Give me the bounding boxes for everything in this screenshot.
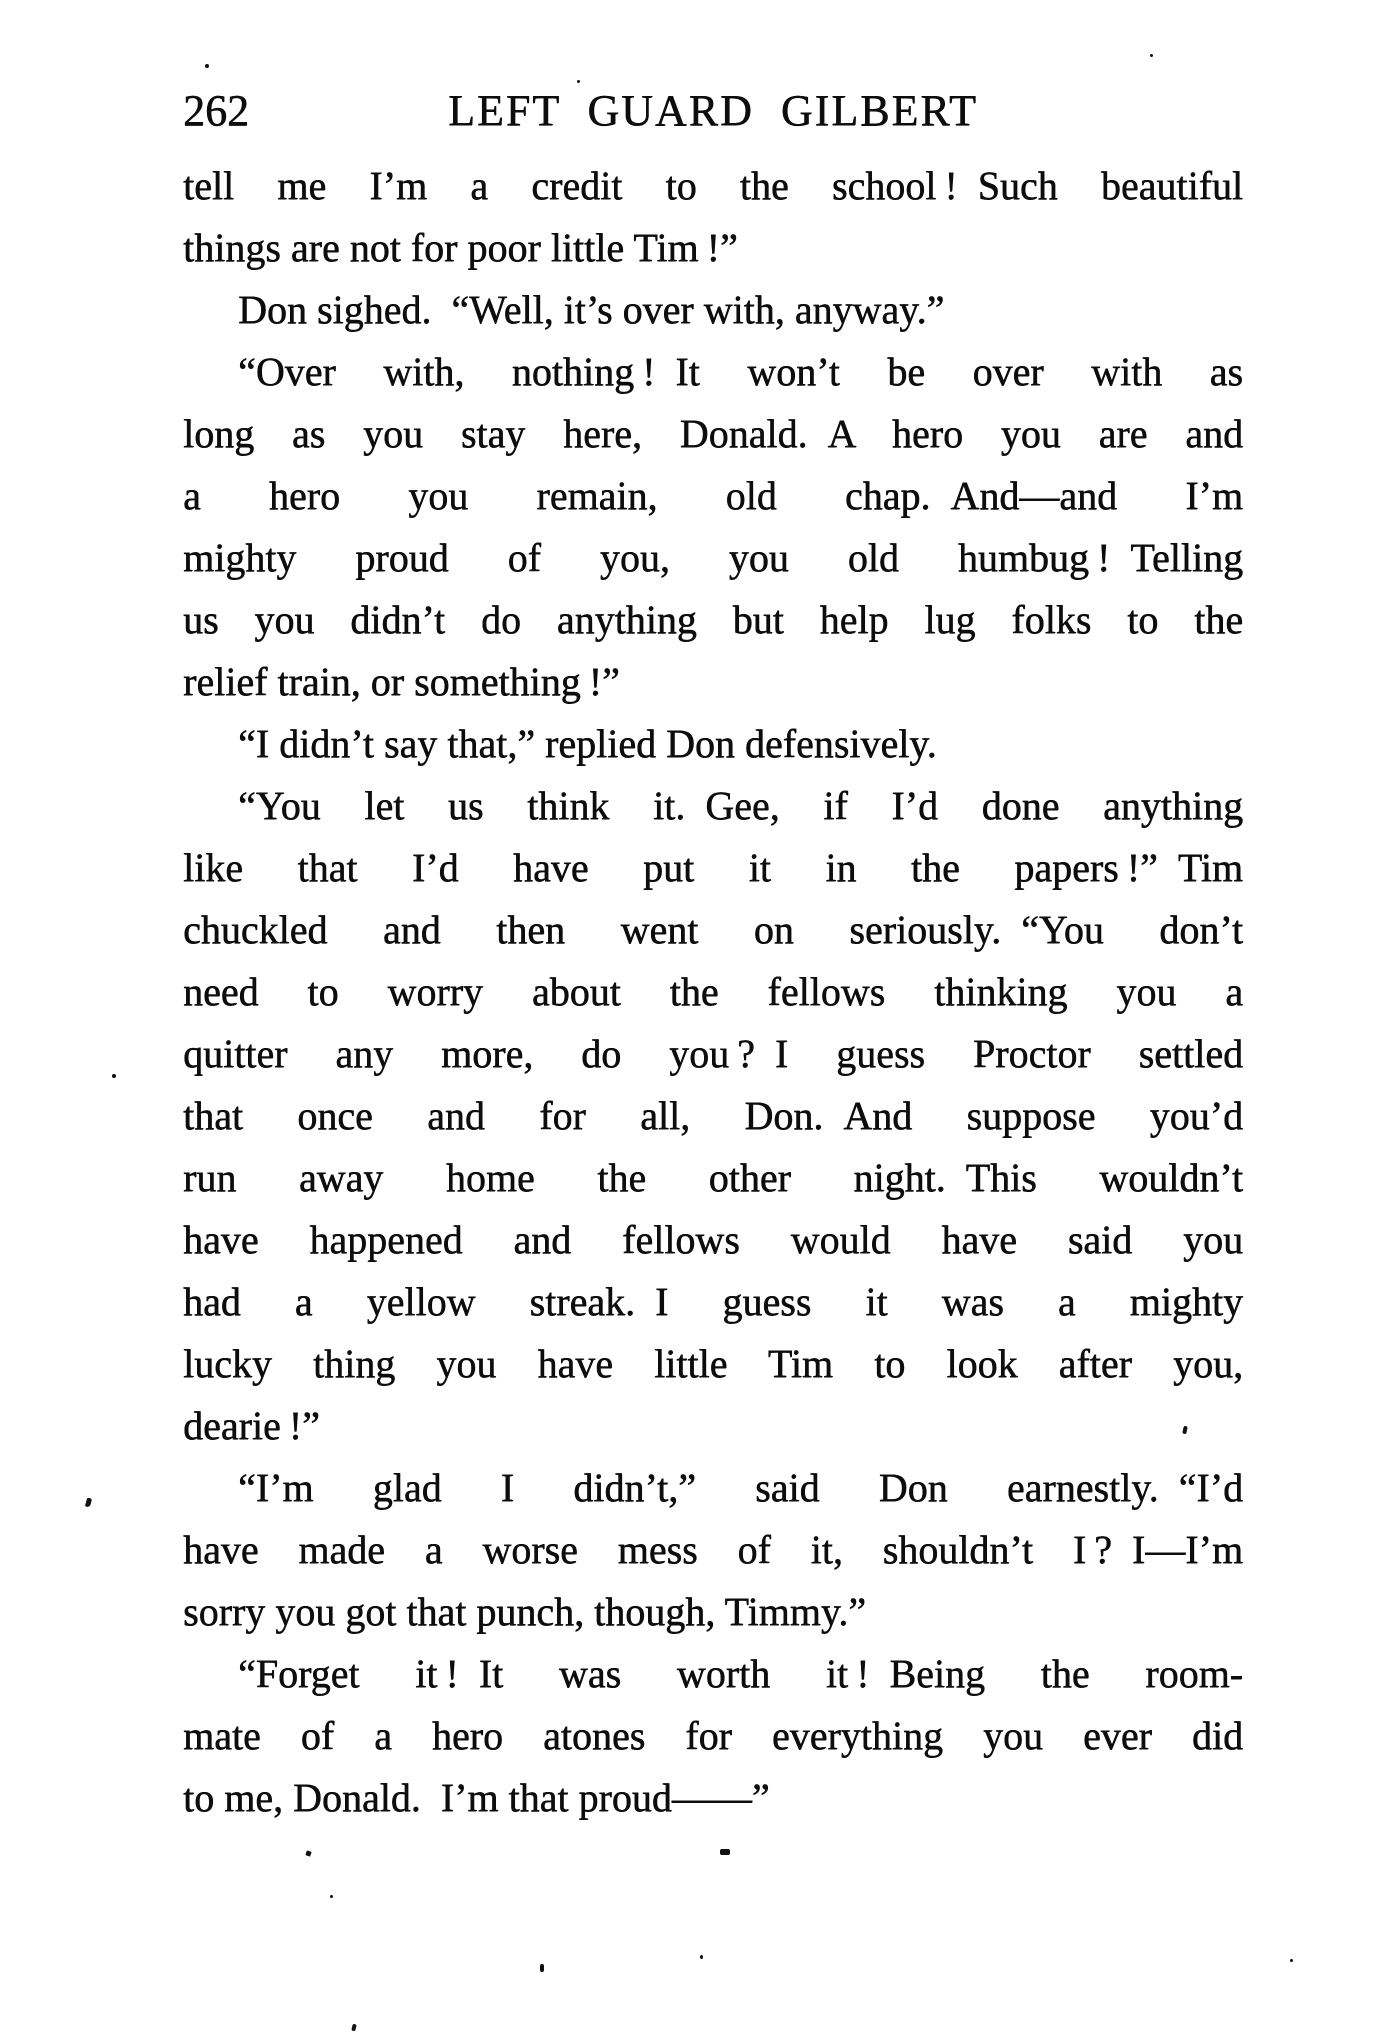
page-number: 262 xyxy=(183,86,249,135)
text-line: run away home the other night. This wouldn’t xyxy=(183,1155,1243,1200)
scan-artifact xyxy=(85,1498,92,1508)
text-line: need to worry about the fellows thinking you a xyxy=(183,969,1243,1014)
scan-artifact xyxy=(720,1849,730,1855)
text-line: have happened and fellows would have said you xyxy=(183,1217,1243,1262)
scan-artifact xyxy=(305,1850,311,1856)
text-line: lucky thing you have little Tim to look after you, xyxy=(183,1341,1243,1386)
text-line: like that I’d have put it in the papers !” Tim xyxy=(183,845,1243,890)
scan-artifact xyxy=(577,80,580,83)
text-line: things are not for poor little Tim !” xyxy=(183,225,738,270)
text-line: “I didn’t say that,” replied Don defensively. xyxy=(238,721,937,766)
text-line: that once and for all, Don. And suppose you’d xyxy=(183,1093,1243,1138)
text-line: long as you stay here, Donald. A hero you are and xyxy=(183,411,1243,456)
page-text xyxy=(183,155,1243,1829)
text-line: sorry you got that punch, though, Timmy.” xyxy=(183,1589,866,1634)
scan-artifact xyxy=(540,1964,544,1972)
text-line: have made a worse mess of it, shouldn’t I ? I—I’m xyxy=(183,1527,1243,1572)
text-line: mate of a hero atones for everything you ever did xyxy=(183,1713,1243,1758)
running-head xyxy=(183,86,1243,136)
scan-artifact xyxy=(205,64,209,68)
text-line: dearie !” xyxy=(183,1403,320,1448)
scan-artifact xyxy=(330,1895,333,1898)
text-line: us you didn’t do anything but help lug folks to the xyxy=(183,597,1243,642)
text-line: had a yellow streak. I guess it was a mighty xyxy=(183,1279,1243,1324)
text-line: “Over with, nothing ! It won’t be over with as xyxy=(238,349,1243,394)
scan-artifact xyxy=(1290,1959,1293,1962)
scan-artifact xyxy=(112,1074,116,1078)
text-line: “Forget it ! It was worth it ! Being the room- xyxy=(238,1651,1243,1696)
scan-artifact xyxy=(351,2024,357,2032)
text-line: a hero you remain, old chap. And—and I’m xyxy=(183,473,1243,518)
text-line: relief train, or something !” xyxy=(183,659,620,704)
text-line: tell me I’m a credit to the school ! Such beautiful xyxy=(183,163,1243,208)
text-line: mighty proud of you, you old humbug ! Telling xyxy=(183,535,1243,580)
text-line: “You let us think it. Gee, if I’d done anything xyxy=(238,783,1243,828)
text-line: “I’m glad I didn’t,” said Don earnestly. “I’d xyxy=(238,1465,1243,1510)
scan-artifact xyxy=(700,1955,703,1959)
text-line: Don sighed. “Well, it’s over with, anyway.” xyxy=(238,287,945,332)
text-line: to me, Donald. I’m that proud——” xyxy=(183,1775,770,1820)
text-line: quitter any more, do you ? I guess Proctor settled xyxy=(183,1031,1243,1076)
page-header-title: LEFT GUARD GILBERT xyxy=(448,86,978,135)
text-line: chuckled and then went on seriously. “You don’t xyxy=(183,907,1243,952)
scan-artifact xyxy=(1150,54,1153,57)
